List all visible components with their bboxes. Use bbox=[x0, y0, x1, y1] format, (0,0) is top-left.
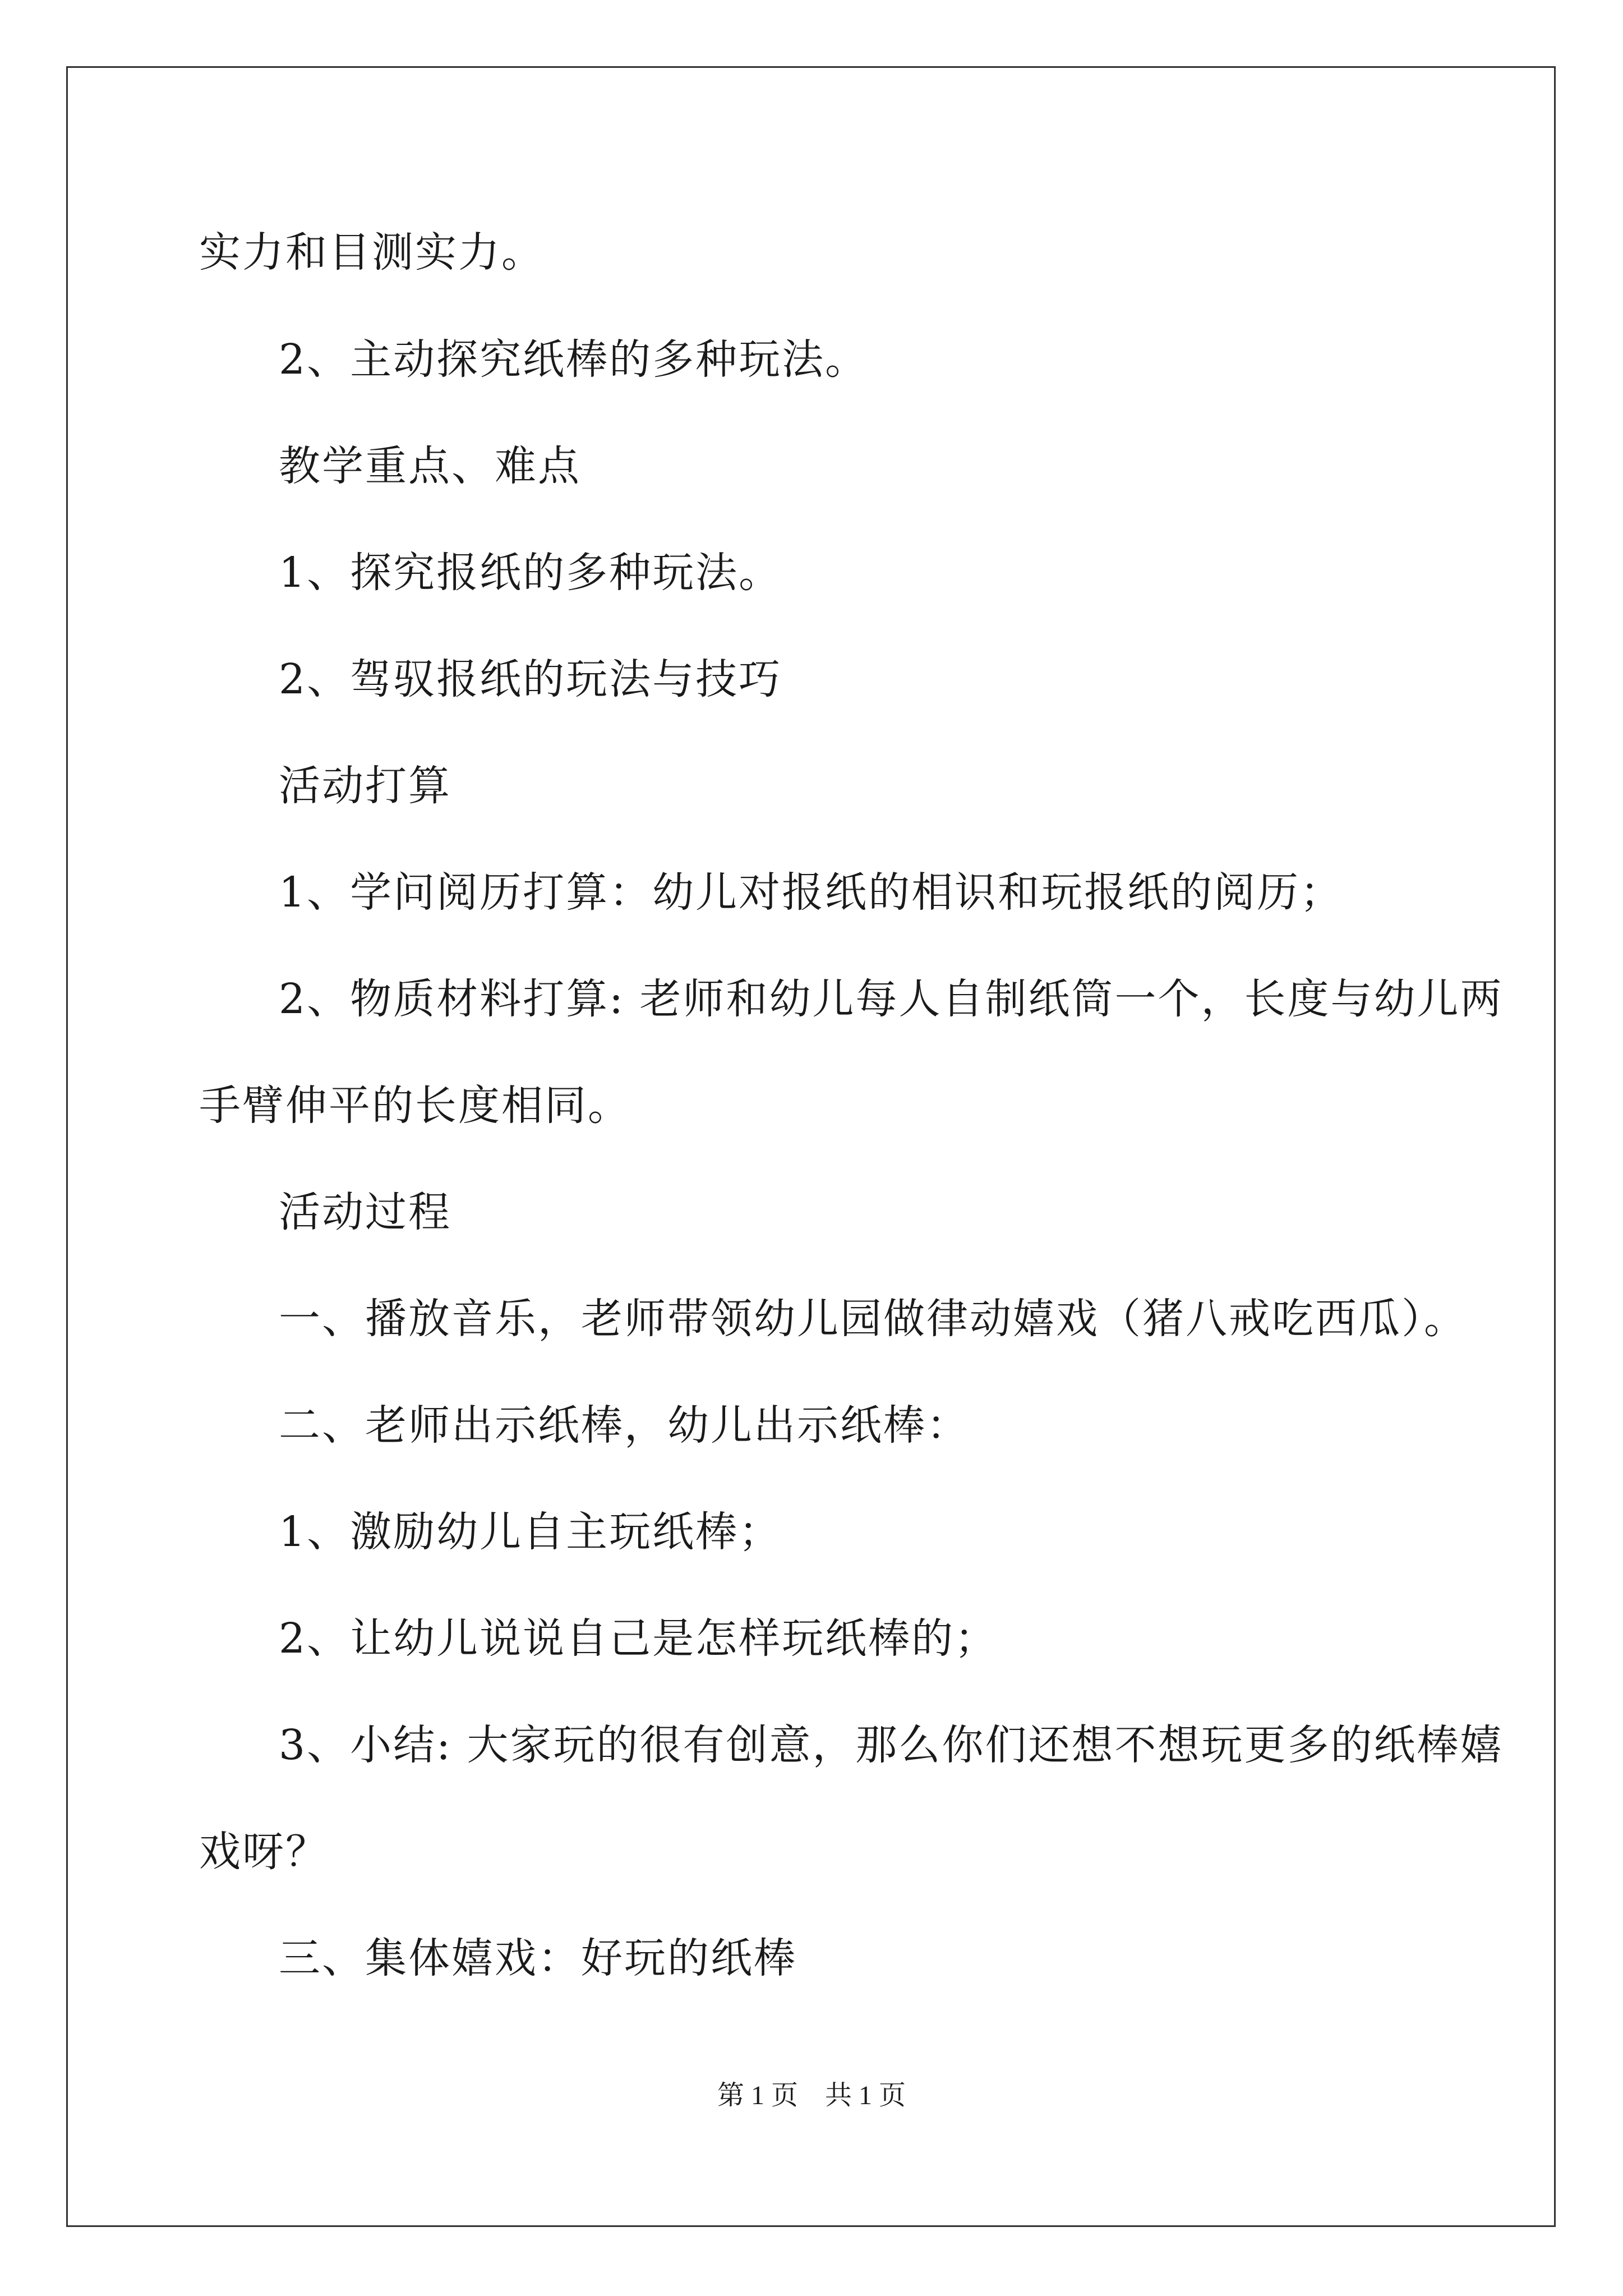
text-line: 2、让幼儿说说自己是怎样玩纸棒的； bbox=[279, 1614, 998, 1663]
page-number: 第 1 页 bbox=[717, 2081, 798, 2110]
page-border bbox=[66, 66, 1556, 2227]
text-line: 3、小结: 大家玩的很有创意，那么你们还想不想玩更多的纸棒嬉 bbox=[279, 1721, 1504, 1769]
section-heading: 教学重点、难点 bbox=[279, 442, 581, 490]
text-line: 手臂伸平的长度相同。 bbox=[199, 1082, 631, 1130]
section-heading: 活动打算 bbox=[279, 762, 451, 810]
text-line: 2、主动探究纸棒的多种玩法。 bbox=[279, 335, 869, 384]
text-line: 2、驾驭报纸的玩法与技巧 bbox=[279, 655, 782, 703]
page-total: 共 1 页 bbox=[825, 2081, 906, 2110]
section-heading: 活动过程 bbox=[279, 1188, 451, 1236]
text-line: 戏呀？ bbox=[199, 1828, 329, 1876]
text-line: 1、学问阅历打算：幼儿对报纸的相识和玩报纸的阅历； bbox=[279, 868, 1344, 917]
text-line: 1、探究报纸的多种玩法。 bbox=[279, 549, 782, 597]
text-line: 2、物质材料打算: 老师和幼儿每人自制纸筒一个，长度与幼儿两 bbox=[279, 975, 1504, 1023]
text-line: 实力和目测实力。 bbox=[199, 228, 545, 277]
text-line: 二、老师出示纸棒，幼儿出示纸棒： bbox=[279, 1401, 970, 1450]
page-footer bbox=[0, 2078, 1623, 2114]
text-line: 三、集体嬉戏：好玩的纸棒 bbox=[279, 1934, 797, 1982]
text-line: 一、播放音乐，老师带领幼儿园做律动嬉戏（猪八戒吃西瓜）。 bbox=[279, 1295, 1467, 1343]
text-line: 1、激励幼儿自主玩纸棒； bbox=[279, 1508, 782, 1556]
